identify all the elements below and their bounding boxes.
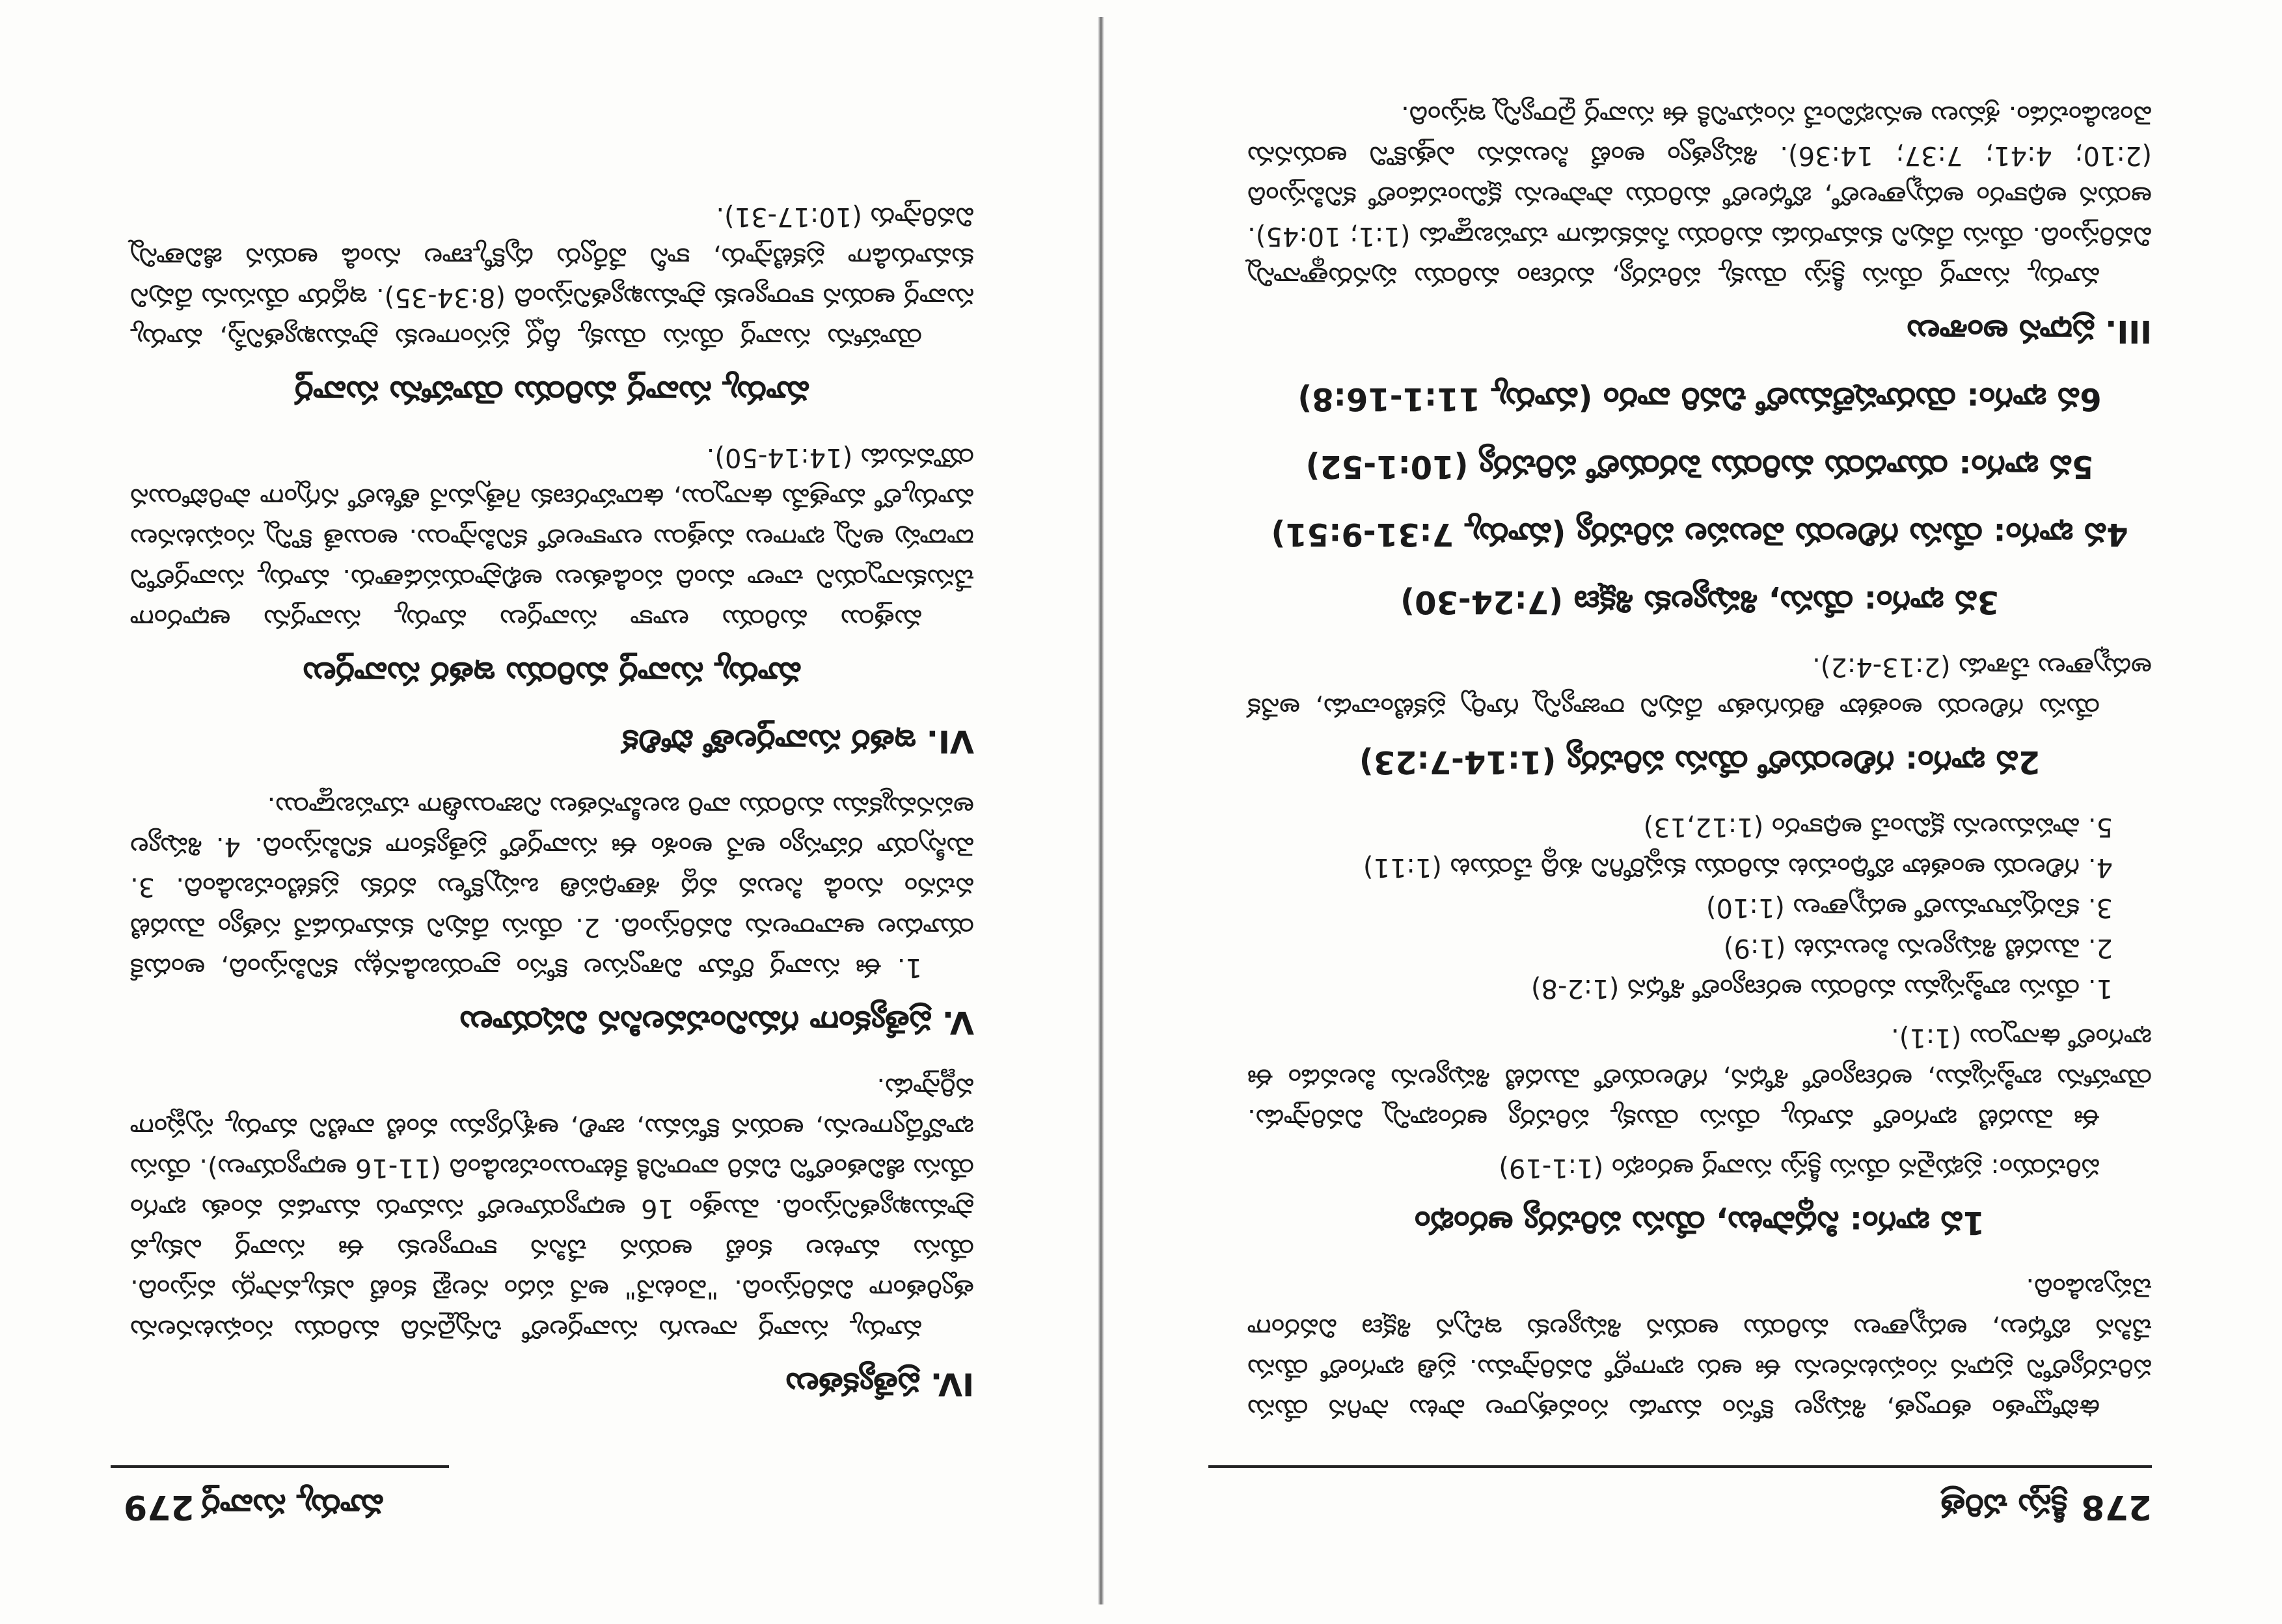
page-body [1247,86,2152,1429]
list-item: 1. యేసు బాప్తిస్మము మరియు అరణ్యంలో శోధన (1:2-8) [1530,973,2113,1003]
body-paragraph: ఈ మొదటి భాగంలో మార్కు యేసు యొక్క పరిచర్య ఆరంభాన్ని వివరిస్తాడు. యోహాను బాప్తిస్మము, అరణ్యంలో శోధన, గలిలయలో మొదటి శిష్యులను పిలవడం ఈ భాగంలో ఉన్నాయి (1:1). [1247,1023,2152,1133]
section-heading-text: 1వ భాగం: సిద్ధపాటు, యేసు పరిచర్య ఆరంభం [1414,1204,1985,1241]
numbered-list [1247,807,2152,1008]
section-heading-text: ఇతర సువార్తలతో పోలిక [622,723,916,759]
section-heading [130,718,974,764]
body-paragraph: మార్కు సువార్త నాలుగు సువార్తలలో చిన్నదైనది మరియు సంఘటనలను త్వరితంగా వివరిస్తుంది. "వెంటనే" అనే పదం నలభై కంటే ఎక్కువసార్లు వస్తుంది. యేసు మాటల కంటే ఆయన చేసిన కార్యాలకు ఈ సువార్త ఎక్కువ ప్రాముఖ్యతనిస్తుంది. మొత్తం 16 అధ్యాయాలలో సుమారు మూడవ వంతు భాగం యేసు జీవితంలోని చివరి వారానికి కేటాయించబడింది (11-16 అధ్యాయాలు). యేసు భావోద్వేగాలను, ఆయన కోపము, జాలి, ఆశ్చర్యము వంటి వాటిని మార్కు స్పష్టంగా వర్ణిస్తాడు. [130,1072,974,1344]
section-heading [1247,739,2152,785]
section-heading-text: 6వ భాగం: యెరూషలేములో చివరి వారం (మార్కు 11:1-16:8) [1297,381,2102,417]
section-heading [1247,308,2152,354]
page-header [1247,1455,2152,1526]
running-title: క్రీస్తు చరిత్ర [1940,1487,2067,1524]
page-header [98,1455,942,1526]
left-page [1150,0,2282,1624]
list-item: 5. పాపములను క్షమించే అధికారం (1:12,13) [1643,812,2113,842]
section-heading [1247,511,2152,557]
section-heading-text: మార్కు సువార్త మరియు ఇతర సువార్తలు [303,655,802,692]
body-paragraph: యోహాను సువార్త యేసు యొక్క దీర్ఘ ప్రసంగాలకు ప్రాముఖ్యతనిస్తే, మార్కు సువార్త ఆయన కార్యాలకు ప్రాముఖ్యతనిస్తుంది (8:34-35). ఇద్దరూ యేసును దేవుని కుమారుడిగా ప్రకటిస్తారు, కానీ వేర్వేరు దృక్కోణాల నుండి ఆయన జీవితాన్ని వివరిస్తారు (10:17-31). [130,202,974,353]
section-heading-text: ప్రత్యేకంగా గమనించవలసిన విషయాలు [459,1004,932,1040]
list-item: 3. కపెర్నహూములో అద్భుతాలు (1:10) [1705,893,2113,923]
right-page [0,0,1072,1624]
section-number: IV. [930,1366,974,1402]
section-heading [1247,444,2152,489]
body-paragraph: పరిచయం: ప్రభువైన యేసు క్రీస్తు సువార్త ఆరంభం (1:1-19) [1499,1153,2100,1183]
section-heading [1247,376,2152,422]
page-body [130,187,974,1429]
page-number: 278 [2081,1487,2152,1526]
body-paragraph: ఉపోద్ఘాతం తర్వాత, శిష్యుల కోసం మూడు సంవత్సరాల పాటు సాగిన యేసు పరిచర్యలోని ప్రధాన సంఘటనలను ఈ ఆరు భాగాల్లో వివరిస్తాము. ప్రతి భాగంలో యేసు చేసిన బోధలు, అద్భుతాలు మరియు ఆయన శిష్యులకు ఇచ్చిన శిక్షణ వివరంగా చెప్పబడింది. [1247,1273,2152,1424]
section-heading [130,1361,974,1407]
body-paragraph: మత్తయి మరియు లూకా సువార్తలు మార్కు సువార్తను ఆధారంగా చేసుకున్నాయని చాలా మంది పండితులు అభిప్రాయపడతారు. మార్కు సువార్తలోని దాదాపు అన్ని భాగాలు మత్తయి లూకాలలో కనిపిస్తాయి. అయితే కొన్ని సంఘటనలు మార్కులో మాత్రమే ఉన్నాయి, ఉదాహరణకు గెత్సేమనే తోటలో నగ్నంగా పారిపోయిన యౌవనుడు (14:14-50). [130,442,974,634]
section-heading [130,651,974,696]
section-heading [1247,579,2152,625]
section-heading [1247,1200,2152,1245]
section-number: V. [942,1004,974,1040]
section-heading-text: ప్రధాన అంశాలు [1907,313,2095,349]
list-item: 4. గలిలయ అంతటా బోధించుట మరియు కుష్ఠరోగిని శుద్ధి చేయుట (1:11) [1363,852,2113,882]
book-gutter [1098,17,1104,1604]
section-heading-text: 4వ భాగం: యేసు గలిలయ వెలుపల పరిచర్య (మార్కు 7:31-9:51) [1271,516,2128,552]
list-item: 2. మొదటి శిష్యులను పిలుచుట (1:9) [1723,933,2113,963]
running-title: మార్కు సువార్త [202,1487,384,1524]
body-paragraph: 1. ఈ సువార్త రోమా విశ్వాసుల కోసం వ్రాయబడినట్లు కనిపిస్తుంది, అందుకే యూదుల ఆచారాలను వివరిస్తుంది. 2. యేసు దేవుని కుమారుడనే సత్యం మొదటి వచనం నుండి సిలువ వద్ద శతాధిపతి ఒప్పుకోలు వరకు ప్రకటించబడింది. 3. మెస్సీయా రహస్యం అనే అంశం ఈ సువార్తలో ప్రత్యేకంగా కనిపిస్తుంది. 4. శిష్యుల అపనమ్మకము మరియు వారి బలహీనతలు నిజాయితీగా చూపబడ్డాయి. [130,791,974,982]
section-heading [130,999,974,1045]
section-heading-text: ప్రత్యేకతలు [785,1366,920,1402]
section-heading-text: మార్కు సువార్త మరియు యోహాను సువార్త [295,374,809,411]
section-heading [130,370,974,415]
header-rule [1208,1465,2152,1468]
page-number: 279 [124,1487,195,1526]
section-heading-text: 3వ భాగం: యేసు, శిష్యులకు శిక్షణ (7:24-30) [1400,584,1999,620]
section-number: VI. [926,723,974,759]
section-number: III. [2105,313,2152,349]
section-heading-text: 5వ భాగం: యూదయ మరియు పెరయలో పరిచర్య (10:1-52) [1305,448,2094,485]
body-paragraph: మార్కు సువార్త యేసు క్రీస్తు యొక్క పరిచర్య, మరణం మరియు పునరుత్థానాన్ని వివరిస్తుంది. యేసు దేవుని కుమారుడు మరియు సేవకుడుగా చూపబడ్డాడు (1:1; 10:45). ఆయన అధికారం అద్భుతాలలో, బోధలలో మరియు పాపాలను క్షమించడంలో కనిపిస్తుంది (2:10; 4:41; 7:37; 14:36). శిష్యత్వం అంటే సిలువను ఎత్తుకొని ఆయనను వెంబడించడం. శ్రమలు అనుభవించే సంఘానికి ఈ సువార్త ధైర్యాన్ని ఇస్తుంది. [1247,100,2152,291]
section-heading-text: 2వ భాగం: గలిలయలో యేసు పరిచర్య (1:14-7:23) [1359,744,2041,780]
header-rule [111,1465,449,1468]
body-paragraph: యేసు గలిలయ అంతటా తిరుగుతూ దేవుని రాజ్యాన్ని గూర్చి ప్రకటించాడు, అనేక అద్భుతాలు చేశాడు (2:13-4:2). [1247,652,2152,722]
